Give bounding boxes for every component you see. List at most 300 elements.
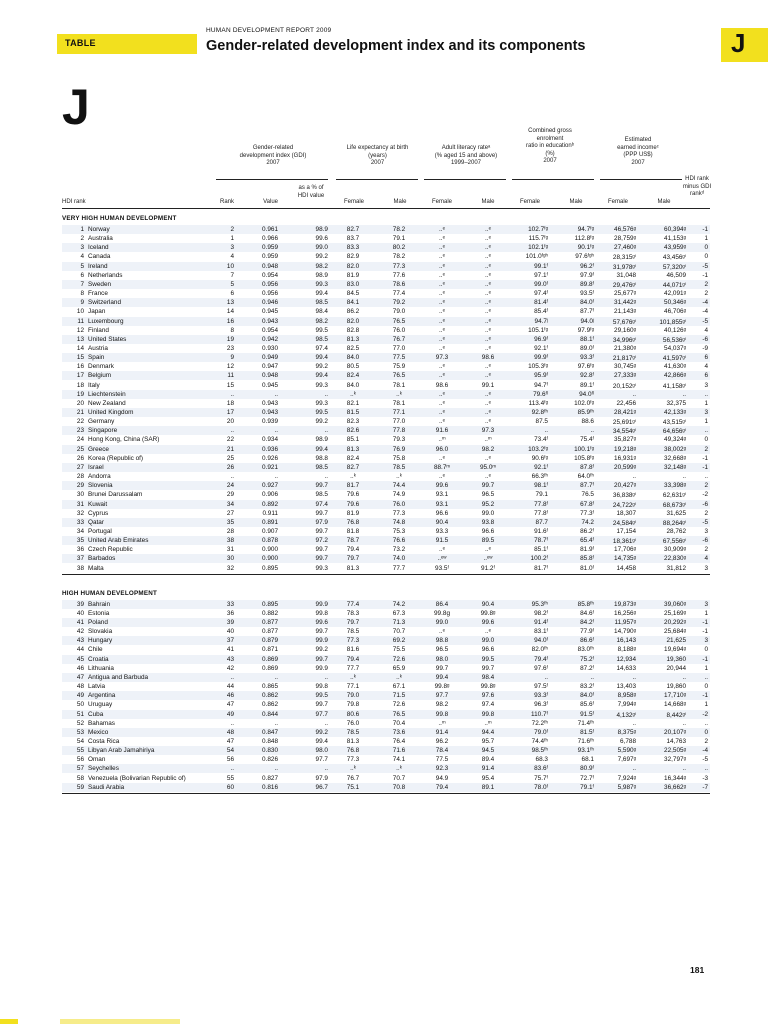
cell-lit-male: ..ᵉ [485, 299, 491, 307]
cell-lit-female: ..ᵐ [438, 719, 446, 727]
cell-gdi-rank: 19 [226, 335, 234, 343]
header-life-male: Male [393, 199, 407, 205]
cell-lit-female: ..ᵉ [439, 290, 445, 298]
cell-hdi-minus-gdi: 2 [704, 737, 708, 745]
cell-lit-female: ..ᵉ [439, 363, 445, 371]
cell-lit-female: ..ᵉ [439, 418, 445, 426]
cell-hdi-minus-gdi: -3 [702, 774, 708, 782]
cell-gdi-rank: 17 [226, 409, 234, 416]
cell-life-female: 78.5 [346, 728, 360, 736]
cell-income-male: 14,763 [666, 737, 686, 745]
cell-gdi-value: 0.906 [262, 491, 278, 499]
cell-hdi-minus-gdi: 0 [704, 728, 708, 736]
cell-life-male: 78.2 [392, 226, 406, 233]
cell-income-female: 19,873ᵍ [614, 600, 636, 608]
cell-enrol-female: 113.4ᶠᵍ [528, 399, 548, 407]
cell-income-female: 27,460ᵍ [614, 244, 636, 252]
table-row [62, 536, 710, 545]
cell-hdi-rank: 31 [76, 500, 84, 508]
cell-gdi-value: 0.956 [262, 290, 278, 298]
table-row [62, 481, 710, 490]
cell-life-female: 82.8 [346, 326, 360, 334]
cell-hdi-minus-gdi: 3 [704, 600, 708, 608]
cell-enrol-male: 87.7ᶠ [580, 308, 594, 316]
cell-hdi-minus-gdi: .. [704, 427, 708, 435]
cell-hdi-rank: 9 [80, 299, 84, 307]
cell-enrol-female: .. [544, 673, 548, 681]
table-row [62, 463, 710, 472]
cell-life-female: 86.2 [346, 308, 360, 316]
cell-gdi-rank: 60 [226, 783, 234, 791]
cell-enrol-male: 81.5ᶠ [580, 728, 594, 736]
cell-hdi-minus-gdi: -1 [702, 226, 708, 233]
cell-gdi-rank: 8 [230, 326, 234, 334]
cell-lit-female: 77.5 [435, 756, 449, 764]
cell-enrol-male: 85.8ᶠʰ [577, 600, 594, 608]
cell-hdi-rank: 2 [80, 235, 84, 243]
cell-gdi-value: 0.895 [262, 564, 278, 572]
cell-enrol-male: 81.9ᶠ [580, 546, 594, 554]
cell-hdi-rank: 43 [76, 637, 84, 645]
cell-hdi-rank: 24 [76, 436, 84, 444]
cell-income-female: 25,691ᵍⁱ [612, 419, 636, 427]
cell-enrol-male: 100.1ᶠᵍ [574, 445, 594, 453]
cell-lit-male: ..ᵉ [485, 326, 491, 334]
page-header [0, 24, 768, 64]
cell-enrol-female: 98.5ᶠʰ [531, 747, 548, 755]
table-row [62, 390, 710, 399]
cell-life-female: 83.7 [346, 235, 360, 243]
cell-life-female: 81.6 [346, 646, 360, 654]
cell-gdi-rank: 5 [230, 280, 234, 288]
cell-country: Cyprus [88, 509, 109, 517]
cell-income-female: 7,994ᵍ [617, 701, 636, 709]
cell-lit-male: ..ᵉ [485, 344, 491, 352]
cell-hdi-minus-gdi: 3 [704, 409, 708, 416]
cell-income-female: 25,677ᵍ [614, 290, 636, 298]
cell-life-female: 79.4 [346, 655, 360, 663]
cell-gdi-rank: 26 [226, 463, 234, 471]
cell-life-female: 82.0 [346, 262, 360, 270]
cell-country: Norway [88, 226, 110, 233]
cell-hdi-rank: 19 [76, 390, 84, 398]
cell-enrol-female: 77.8ᶠ [534, 500, 548, 508]
cell-income-male: 30,909ᵍ [664, 546, 686, 554]
cell-country: Iceland [88, 244, 109, 252]
cell-enrol-female: 79.1 [535, 491, 548, 499]
cell-lit-male: ..ᵉʷ [483, 555, 493, 563]
cell-life-male: 75.8 [392, 454, 406, 462]
cell-pct-hdi: 98.5 [315, 335, 328, 343]
cell-lit-female: ..ᵉ [439, 390, 445, 398]
cell-income-male: 56,536ᵍⁱ [662, 336, 686, 344]
cell-lit-female: ..ᵉ [439, 628, 445, 636]
cell-hdi-rank: 47 [76, 673, 84, 681]
table-row [62, 426, 710, 435]
cell-lit-female: 78.4 [435, 747, 449, 755]
cell-enrol-male: 89.8ᶠ [580, 280, 594, 288]
cell-enrol-male: 96.2ᶠ [580, 262, 594, 270]
cell-enrol-male: 87.8ᶠ [580, 463, 594, 471]
cell-country: Seychelles [88, 765, 119, 773]
cell-lit-male: 99.6 [481, 619, 495, 626]
cell-gdi-rank: 3 [230, 244, 234, 252]
cell-country: Barbados [88, 555, 116, 563]
cell-country: Saudi Arabia [88, 783, 125, 791]
cell-enrol-female: 97.5ᶠ [534, 683, 548, 691]
table-row [62, 445, 710, 454]
header-underline-life [336, 179, 418, 180]
cell-gdi-value: 0.877 [262, 628, 278, 636]
cell-life-male: 77.7 [392, 564, 406, 572]
cell-gdi-rank: 7 [230, 271, 234, 279]
letter-badge-text: J [731, 28, 746, 58]
cell-country: France [88, 290, 108, 298]
cell-income-male: 36,662ᵍ [664, 783, 686, 791]
cell-hdi-rank: 41 [76, 619, 84, 626]
cell-life-male: 67.1 [392, 683, 406, 691]
cell-country: Croatia [88, 655, 109, 663]
cell-income-female: 19,218ᵍ [614, 445, 636, 453]
cell-income-female: 28,759ᵍ [614, 235, 636, 243]
cell-pct-hdi: 99.6 [315, 235, 328, 243]
cell-income-male: 22,505ᵍ [664, 747, 686, 755]
cell-enrol-male: 91.5ᶠ [580, 710, 594, 718]
cell-enrol-female: 105.3ᶠᵍ [528, 363, 548, 371]
cell-enrol-female: 85.1ᶠ [534, 546, 548, 554]
cell-pct-hdi: .. [324, 390, 328, 398]
table-row [62, 371, 710, 380]
cell-hdi-rank: 46 [76, 664, 84, 672]
cell-gdi-value: 0.847 [262, 728, 278, 736]
cell-income-male: 16,344ᵍ [664, 774, 686, 782]
cell-income-male: 28,762 [666, 527, 686, 535]
cell-income-male: 42,866ᵍ [664, 372, 686, 380]
cell-enrol-female: 98.1ᶠ [534, 482, 548, 490]
table-tab [57, 34, 197, 54]
cell-enrol-male: 72.7ᶠ [580, 774, 594, 782]
cell-life-male: 74.9 [392, 491, 406, 499]
cell-enrol-male: 88.1ᶠ [580, 335, 594, 343]
cell-income-male: 101,855ᵍⁱ [659, 318, 686, 326]
cell-pct-hdi: 98.4 [315, 308, 328, 316]
cell-lit-male: 97.6 [481, 692, 495, 700]
cell-income-female: 16,143 [616, 637, 636, 645]
cell-hdi-minus-gdi: -1 [702, 692, 708, 700]
table-row [62, 527, 710, 536]
tab-label: TABLE [65, 38, 96, 48]
table-row [62, 408, 710, 417]
cell-gdi-rank: 40 [226, 628, 234, 636]
cell-gdi-rank: .. [230, 765, 234, 773]
cell-hdi-rank: 45 [76, 655, 84, 663]
cell-enrol-male: 93.5ᶠ [580, 290, 594, 298]
cell-hdi-rank: 16 [76, 363, 84, 371]
cell-income-female: 7,697ᵍ [617, 756, 636, 764]
cell-pct-hdi: 97.2 [315, 537, 328, 545]
cell-income-male: .. [682, 719, 686, 727]
cell-life-female: 80.6 [346, 710, 360, 718]
cell-hdi-minus-gdi: -4 [702, 747, 708, 755]
cell-life-male: 74.1 [392, 756, 406, 764]
cell-hdi-minus-gdi: -1 [702, 628, 708, 636]
cell-income-male: 19,360 [666, 655, 686, 663]
cell-income-female: 31,442ᵍ [614, 299, 636, 307]
cell-pct-hdi: 99.2 [315, 418, 328, 426]
cell-lit-female: ..ᵉ [439, 409, 445, 416]
cell-life-male: 76.5 [392, 317, 406, 325]
table-row [62, 262, 710, 271]
cell-pct-hdi: 99.7 [315, 628, 328, 636]
cell-country: Greece [88, 445, 109, 453]
letter-badge [721, 28, 768, 62]
cell-hdi-rank: 26 [76, 454, 84, 462]
header-lit-male: Male [481, 199, 495, 205]
cell-gdi-value: 0.869 [262, 664, 278, 672]
cell-income-male: 54,037ᵍ [664, 344, 686, 352]
table-row [62, 728, 710, 737]
cell-income-female: 13,403 [616, 683, 636, 691]
cell-lit-male: 97.4 [481, 701, 495, 709]
table-row [62, 655, 710, 664]
cell-income-male: 20,292ᵍ [664, 619, 686, 626]
cell-gdi-value: 0.948 [262, 262, 278, 270]
cell-hdi-rank: 1 [80, 226, 84, 233]
table-row [62, 618, 710, 627]
cell-hdi-minus-gdi: 4 [704, 326, 708, 334]
cell-pct-hdi: 99.7 [315, 509, 328, 517]
cell-gdi-rank: 32 [226, 564, 234, 572]
cell-country: Ireland [88, 262, 108, 270]
table-row [62, 289, 710, 298]
cell-lit-female: 92.3 [435, 765, 449, 773]
cell-hdi-rank: 48 [76, 683, 84, 691]
cell-life-female: ..ᵏ [350, 390, 356, 398]
cell-pct-hdi: 99.4 [315, 354, 328, 362]
cell-hdi-rank: 40 [76, 609, 84, 617]
cell-pct-hdi: 99.9 [315, 664, 328, 672]
cell-pct-hdi: 96.7 [315, 783, 328, 791]
cell-lit-female: 88.7ᵐ [433, 463, 451, 471]
cell-enrol-female: 92.1ᶠ [534, 344, 548, 352]
cell-gdi-value: 0.848 [262, 737, 278, 745]
cell-lit-male: 95.0ᵐ [479, 463, 497, 471]
cell-lit-female: 93.5ᶠ [435, 564, 449, 572]
cell-lit-male: ..ᵉ [485, 226, 491, 233]
cell-life-female: ..ᵏ [350, 765, 356, 773]
cell-lit-female: 97.7 [435, 692, 449, 700]
cell-income-male: .. [682, 765, 686, 773]
cell-gdi-value: 0.926 [262, 454, 278, 462]
cell-country: Hong Kong, China (SAR) [88, 436, 160, 444]
cell-gdi-rank: 4 [230, 253, 234, 261]
cell-life-male: 76.5 [392, 372, 406, 380]
cell-gdi-value: 0.892 [262, 500, 278, 508]
cell-life-male: 77.5 [392, 354, 406, 362]
cell-life-female: 79.6 [346, 491, 360, 499]
cell-country: Lithuania [88, 664, 114, 672]
cell-gdi-rank: 48 [226, 728, 234, 736]
cell-enrol-female: 95.3ᶠʰ [531, 600, 548, 608]
cell-country: Cuba [88, 710, 104, 718]
cell-gdi-value: 0.961 [262, 226, 278, 233]
cell-life-female: 85.1 [346, 436, 360, 444]
cell-enrol-male: 93.3ᶠ [580, 354, 594, 362]
cell-hdi-minus-gdi: -4 [702, 299, 708, 307]
cell-income-male: 68,673ᵍⁱ [662, 501, 686, 509]
cell-hdi-minus-gdi: -5 [702, 518, 708, 526]
header-rank: Rank [219, 199, 234, 205]
cell-life-male: ..ᵏ [396, 473, 402, 481]
cell-lit-female: ..ᵉ [439, 344, 445, 352]
cell-income-male: 20,944 [666, 664, 686, 672]
cell-income-male: 31,625 [666, 509, 686, 517]
cell-income-female: 34,554ᵍⁱ [612, 428, 636, 436]
cell-enrol-female: 91.4ᶠ [534, 619, 548, 626]
table-row [62, 298, 710, 307]
cell-country: Singapore [88, 427, 118, 435]
cell-pct-hdi: 98.9 [315, 271, 328, 279]
cell-life-male: 72.6 [392, 701, 406, 709]
cell-lit-male: ..ᵉ [485, 399, 491, 407]
cell-enrol-male: 97.9ᶠ [580, 271, 594, 279]
cell-hdi-minus-gdi: .. [704, 390, 708, 398]
cell-hdi-rank: 32 [76, 509, 84, 517]
cell-gdi-value: .. [274, 473, 278, 481]
cell-country: Malta [88, 564, 104, 572]
cell-life-male: 75.9 [392, 363, 406, 371]
cell-country: Chile [88, 646, 103, 654]
cell-hdi-minus-gdi: -6 [702, 335, 708, 343]
cell-gdi-rank: 28 [226, 527, 234, 535]
cell-lit-male: 95.2 [481, 500, 495, 508]
cell-hdi-minus-gdi: -1 [702, 454, 708, 462]
header-value: Value [263, 199, 278, 205]
cell-hdi-minus-gdi: -6 [702, 500, 708, 508]
cell-life-female: 82.4 [346, 372, 360, 380]
cell-pct-hdi: 98.5 [315, 299, 328, 307]
cell-life-male: 74.4 [392, 482, 406, 490]
cell-country: Slovakia [88, 628, 113, 636]
cell-country: Uruguay [88, 701, 113, 709]
cell-hdi-minus-gdi: -1 [702, 655, 708, 663]
cell-hdi-rank: 7 [80, 280, 84, 288]
cell-country: Australia [88, 235, 113, 243]
cell-country: Slovenia [88, 482, 113, 490]
cell-hdi-minus-gdi: -5 [702, 262, 708, 270]
cell-hdi-rank: 22 [76, 418, 84, 426]
cell-country: Estonia [88, 609, 110, 617]
cell-lit-male: ..ᵉ [485, 390, 491, 398]
cell-hdi-rank: 39 [76, 600, 84, 608]
cell-enrol-female: 110.7ᶠ [531, 710, 548, 718]
cell-pct-hdi: .. [324, 719, 328, 727]
cell-gdi-value: 0.862 [262, 692, 278, 700]
cell-income-female: .. [632, 765, 636, 773]
table-row [62, 234, 710, 243]
page-number: 181 [690, 965, 705, 975]
cell-hdi-rank: 38 [76, 564, 84, 572]
cell-income-female: 18,307 [616, 509, 636, 517]
cell-enrol-female: 96.3ᶠ [534, 701, 548, 709]
report-name: HUMAN DEVELOPMENT REPORT 2009 [206, 27, 332, 34]
cell-gdi-value: 0.895 [262, 600, 278, 608]
cell-income-male: 50,346ᵍ [664, 299, 686, 307]
cell-country: Finland [88, 326, 109, 334]
cell-enrol-female: 103.2ᶠᵍ [528, 445, 548, 453]
cell-life-female: 82.1 [346, 399, 360, 407]
cell-gdi-value: 0.956 [262, 280, 278, 288]
table-row [62, 755, 710, 764]
cell-life-female: 76.8 [346, 747, 360, 755]
cell-gdi-value: 0.907 [262, 527, 278, 535]
header-gdi-group: Gender-related development index (GDI) 2007 [239, 145, 307, 166]
cell-hdi-minus-gdi: 1 [704, 399, 708, 407]
cell-income-female: 36,838ᵍⁱ [612, 492, 636, 500]
cell-lit-female: 99.8 [435, 710, 449, 718]
cell-income-female: .. [632, 719, 636, 727]
cell-country: Korea (Republic of) [88, 454, 144, 462]
cell-enrol-male: 94.7ᶠᵍ [577, 226, 594, 233]
cell-hdi-minus-gdi: 1 [704, 418, 708, 426]
cell-enrol-male: 84.2ᶠ [580, 619, 594, 626]
cell-income-female: 30,745ᵍ [614, 363, 636, 371]
cell-pct-hdi: 99.4 [315, 445, 328, 453]
cell-enrol-female: 102.7ᶠᵍ [528, 226, 548, 233]
cell-gdi-value: 0.927 [262, 482, 278, 490]
header-underline-enrolment [512, 179, 594, 180]
cell-enrol-female: 79.6ᶠˡ [533, 390, 548, 398]
cell-lit-female: ..ᵉʷ [437, 555, 447, 563]
cell-pct-hdi: 99.0 [315, 244, 328, 252]
cell-country: Israel [88, 463, 104, 471]
cell-enrol-female: 97.1ᶠ [534, 271, 548, 279]
cell-pct-hdi: 98.0 [315, 747, 328, 755]
cell-lit-male: 99.7 [481, 664, 495, 672]
cell-income-male: 25,169ᵍ [664, 609, 686, 617]
cell-pct-hdi: 99.7 [315, 655, 328, 663]
cell-income-male: 43,515ᵍⁱ [662, 419, 686, 427]
cell-gdi-rank: 23 [226, 344, 234, 352]
cell-lit-male: ..ᵉ [485, 244, 491, 252]
cell-enrol-male: 77.3ᶠ [580, 509, 594, 517]
cell-income-male: 32,375 [666, 399, 686, 407]
cell-gdi-value: 0.930 [262, 344, 278, 352]
cell-gdi-rank: 34 [226, 500, 234, 508]
cell-gdi-value: 0.816 [262, 783, 278, 791]
cell-enrol-female: 82.0ᶠʰ [531, 646, 548, 654]
table-row [62, 518, 710, 527]
cell-enrol-male: 86.6ᶠ [580, 637, 594, 645]
cell-life-male: 78.2 [392, 253, 406, 261]
cell-gdi-value: 0.943 [262, 317, 278, 325]
cell-hdi-minus-gdi: 3 [704, 564, 708, 572]
cell-hdi-minus-gdi: 2 [704, 546, 708, 554]
cell-enrol-female: 73.4ᶠ [534, 436, 548, 444]
cell-life-male: 79.1 [392, 235, 406, 243]
cell-life-male: 71.6 [392, 747, 406, 755]
cell-country: Brunei Darussalam [88, 491, 143, 499]
cell-lit-male: 95.7 [481, 737, 495, 745]
cell-hdi-rank: 33 [76, 518, 84, 526]
cell-hdi-rank: 36 [76, 546, 84, 554]
cell-gdi-value: 0.966 [262, 235, 278, 243]
cell-hdi-rank: 57 [76, 765, 84, 773]
cell-life-female: 84.1 [346, 299, 360, 307]
cell-country: Hungary [88, 637, 113, 645]
cell-pct-hdi: .. [324, 473, 328, 481]
table-row [62, 280, 710, 289]
